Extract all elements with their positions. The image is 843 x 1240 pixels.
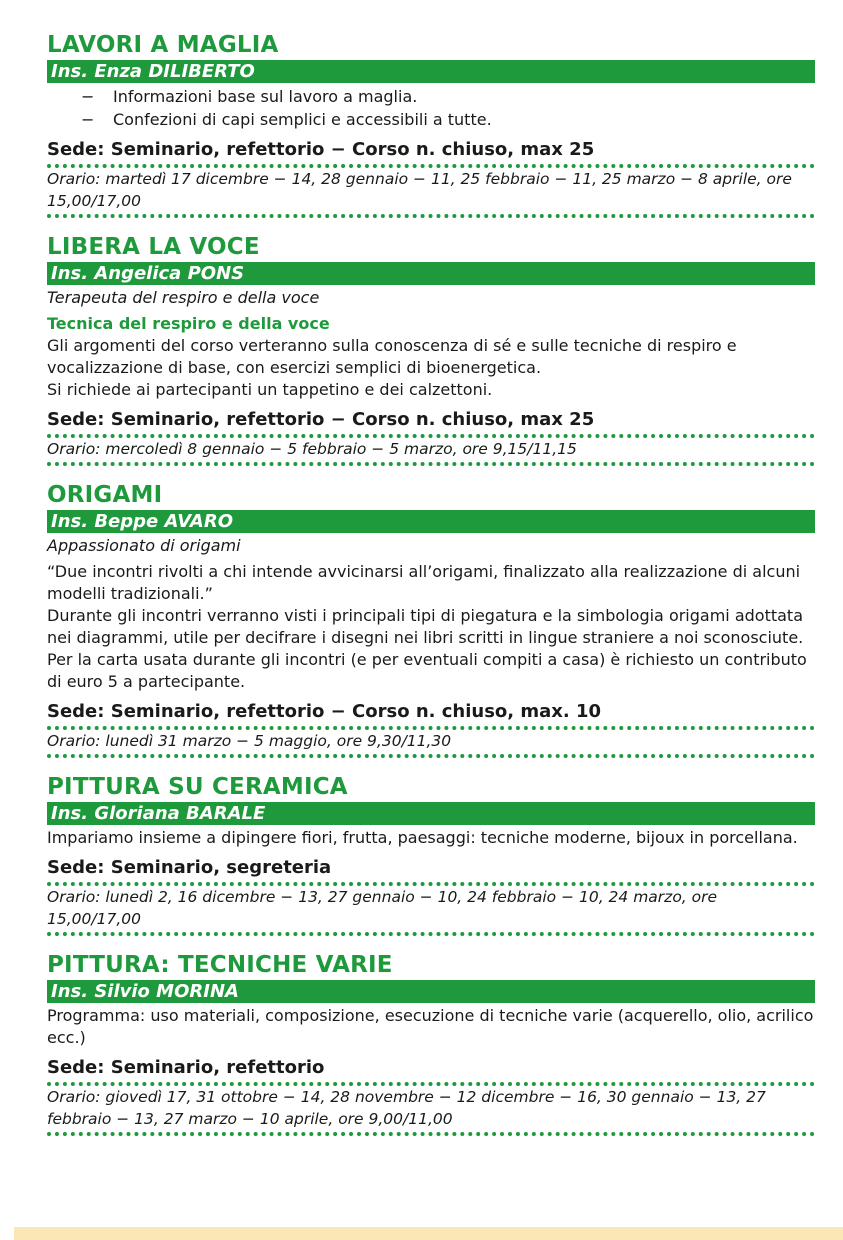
course-description: Programma: uso materiali, composizione, esecuzione di tecniche varie (acquerello, olio, acrilico ecc.) [47, 1006, 814, 1047]
course-description: Si richiede ai partecipanti un tappetino e dei calzettoni. [47, 380, 493, 399]
course-location: Sede: Seminario, refettorio − Corso n. chiuso, max 25 [47, 138, 815, 168]
teacher-name: Ins. Angelica PONS [47, 262, 815, 285]
course-description: Impariamo insieme a dipingere fiori, frutta, paesaggi: tecniche moderne, bijoux in porcellana. [47, 828, 798, 847]
course-schedule: Orario: mercoledì 8 gennaio − 5 febbraio − 5 marzo, ore 9,15/11,15 [47, 438, 815, 466]
course-pittura-su-ceramica [47, 772, 815, 936]
course-libera-la-voce [47, 232, 815, 466]
bullet-list [47, 85, 815, 131]
course-schedule: Orario: lunedì 31 marzo − 5 maggio, ore 9,30/11,30 [47, 730, 815, 758]
course-location: Sede: Seminario, refettorio [47, 1056, 815, 1086]
course-schedule: Orario: martedì 17 dicembre − 14, 28 gennaio − 11, 25 febbraio − 11, 25 marzo − 8 aprile, ore 15,00/17,00 [47, 168, 815, 218]
course-schedule: Orario: lunedì 2, 16 dicembre − 13, 27 gennaio − 10, 24 febbraio − 10, 24 marzo, ore 15,00/17,00 [47, 886, 815, 936]
course-title: PITTURA SU CERAMICA [47, 774, 348, 800]
teacher-name: Ins. Silvio MORINA [47, 980, 815, 1003]
footer-band [14, 1227, 843, 1240]
teacher-name: Ins. Enza DILIBERTO [47, 60, 815, 83]
bullet-marker: − [81, 87, 95, 106]
course-origami [47, 480, 815, 758]
course-title: PITTURA: TECNICHE VARIE [47, 952, 393, 978]
course-subtitle: Tecnica del respiro e della voce [47, 314, 330, 333]
course-lavori-a-maglia [47, 30, 815, 218]
course-description: “Due incontri rivolti a chi intende avvicinarsi all’origami, finalizzato alla realizzazione di alcuni modelli tradizionali.” [47, 562, 801, 603]
course-list [47, 30, 815, 1150]
course-pittura-tecniche-varie [47, 950, 815, 1136]
list-item-text: Informazioni base sul lavoro a maglia. [113, 87, 418, 106]
bullet-marker: − [81, 110, 95, 129]
course-location: Sede: Seminario, segreteria [47, 856, 815, 886]
list-item [81, 85, 815, 108]
course-description: Durante gli incontri verranno visti i principali tipi di piegatura e la simbologia origami adottata nei diagrammi, utile per decifrare i disegni nei libri scritti in lingue straniere a noi sconosciute. Per la carta usata durante gli incontri (e per eventuali compiti a casa) è richiesto un contributo di euro 5 a partecipante. [47, 606, 807, 691]
course-schedule: Orario: giovedì 17, 31 ottobre − 14, 28 novembre − 12 dicembre − 16, 30 gennaio − 13, 27 febbraio − 13, 27 marzo − 10 aprile, ore 9,00/11,00 [47, 1086, 815, 1136]
list-item-text: Confezioni di capi semplici e accessibili a tutte. [113, 110, 492, 129]
teacher-role: Terapeuta del respiro e della voce [47, 288, 320, 307]
teacher-name: Ins. Gloriana BARALE [47, 802, 815, 825]
course-location: Sede: Seminario, refettorio − Corso n. chiuso, max 25 [47, 408, 815, 438]
teacher-role: Appassionato di origami [47, 536, 241, 555]
course-location: Sede: Seminario, refettorio − Corso n. chiuso, max. 10 [47, 700, 815, 730]
course-title: ORIGAMI [47, 482, 163, 508]
course-title: LAVORI A MAGLIA [47, 32, 279, 58]
list-item [81, 108, 815, 131]
course-title: LIBERA LA VOCE [47, 234, 260, 260]
course-description: Gli argomenti del corso verteranno sulla conoscenza di sé e sulle tecniche di respiro e vocalizzazione di base, con esercizi semplici di bioenergetica. [47, 336, 737, 377]
teacher-name: Ins. Beppe AVARO [47, 510, 815, 533]
